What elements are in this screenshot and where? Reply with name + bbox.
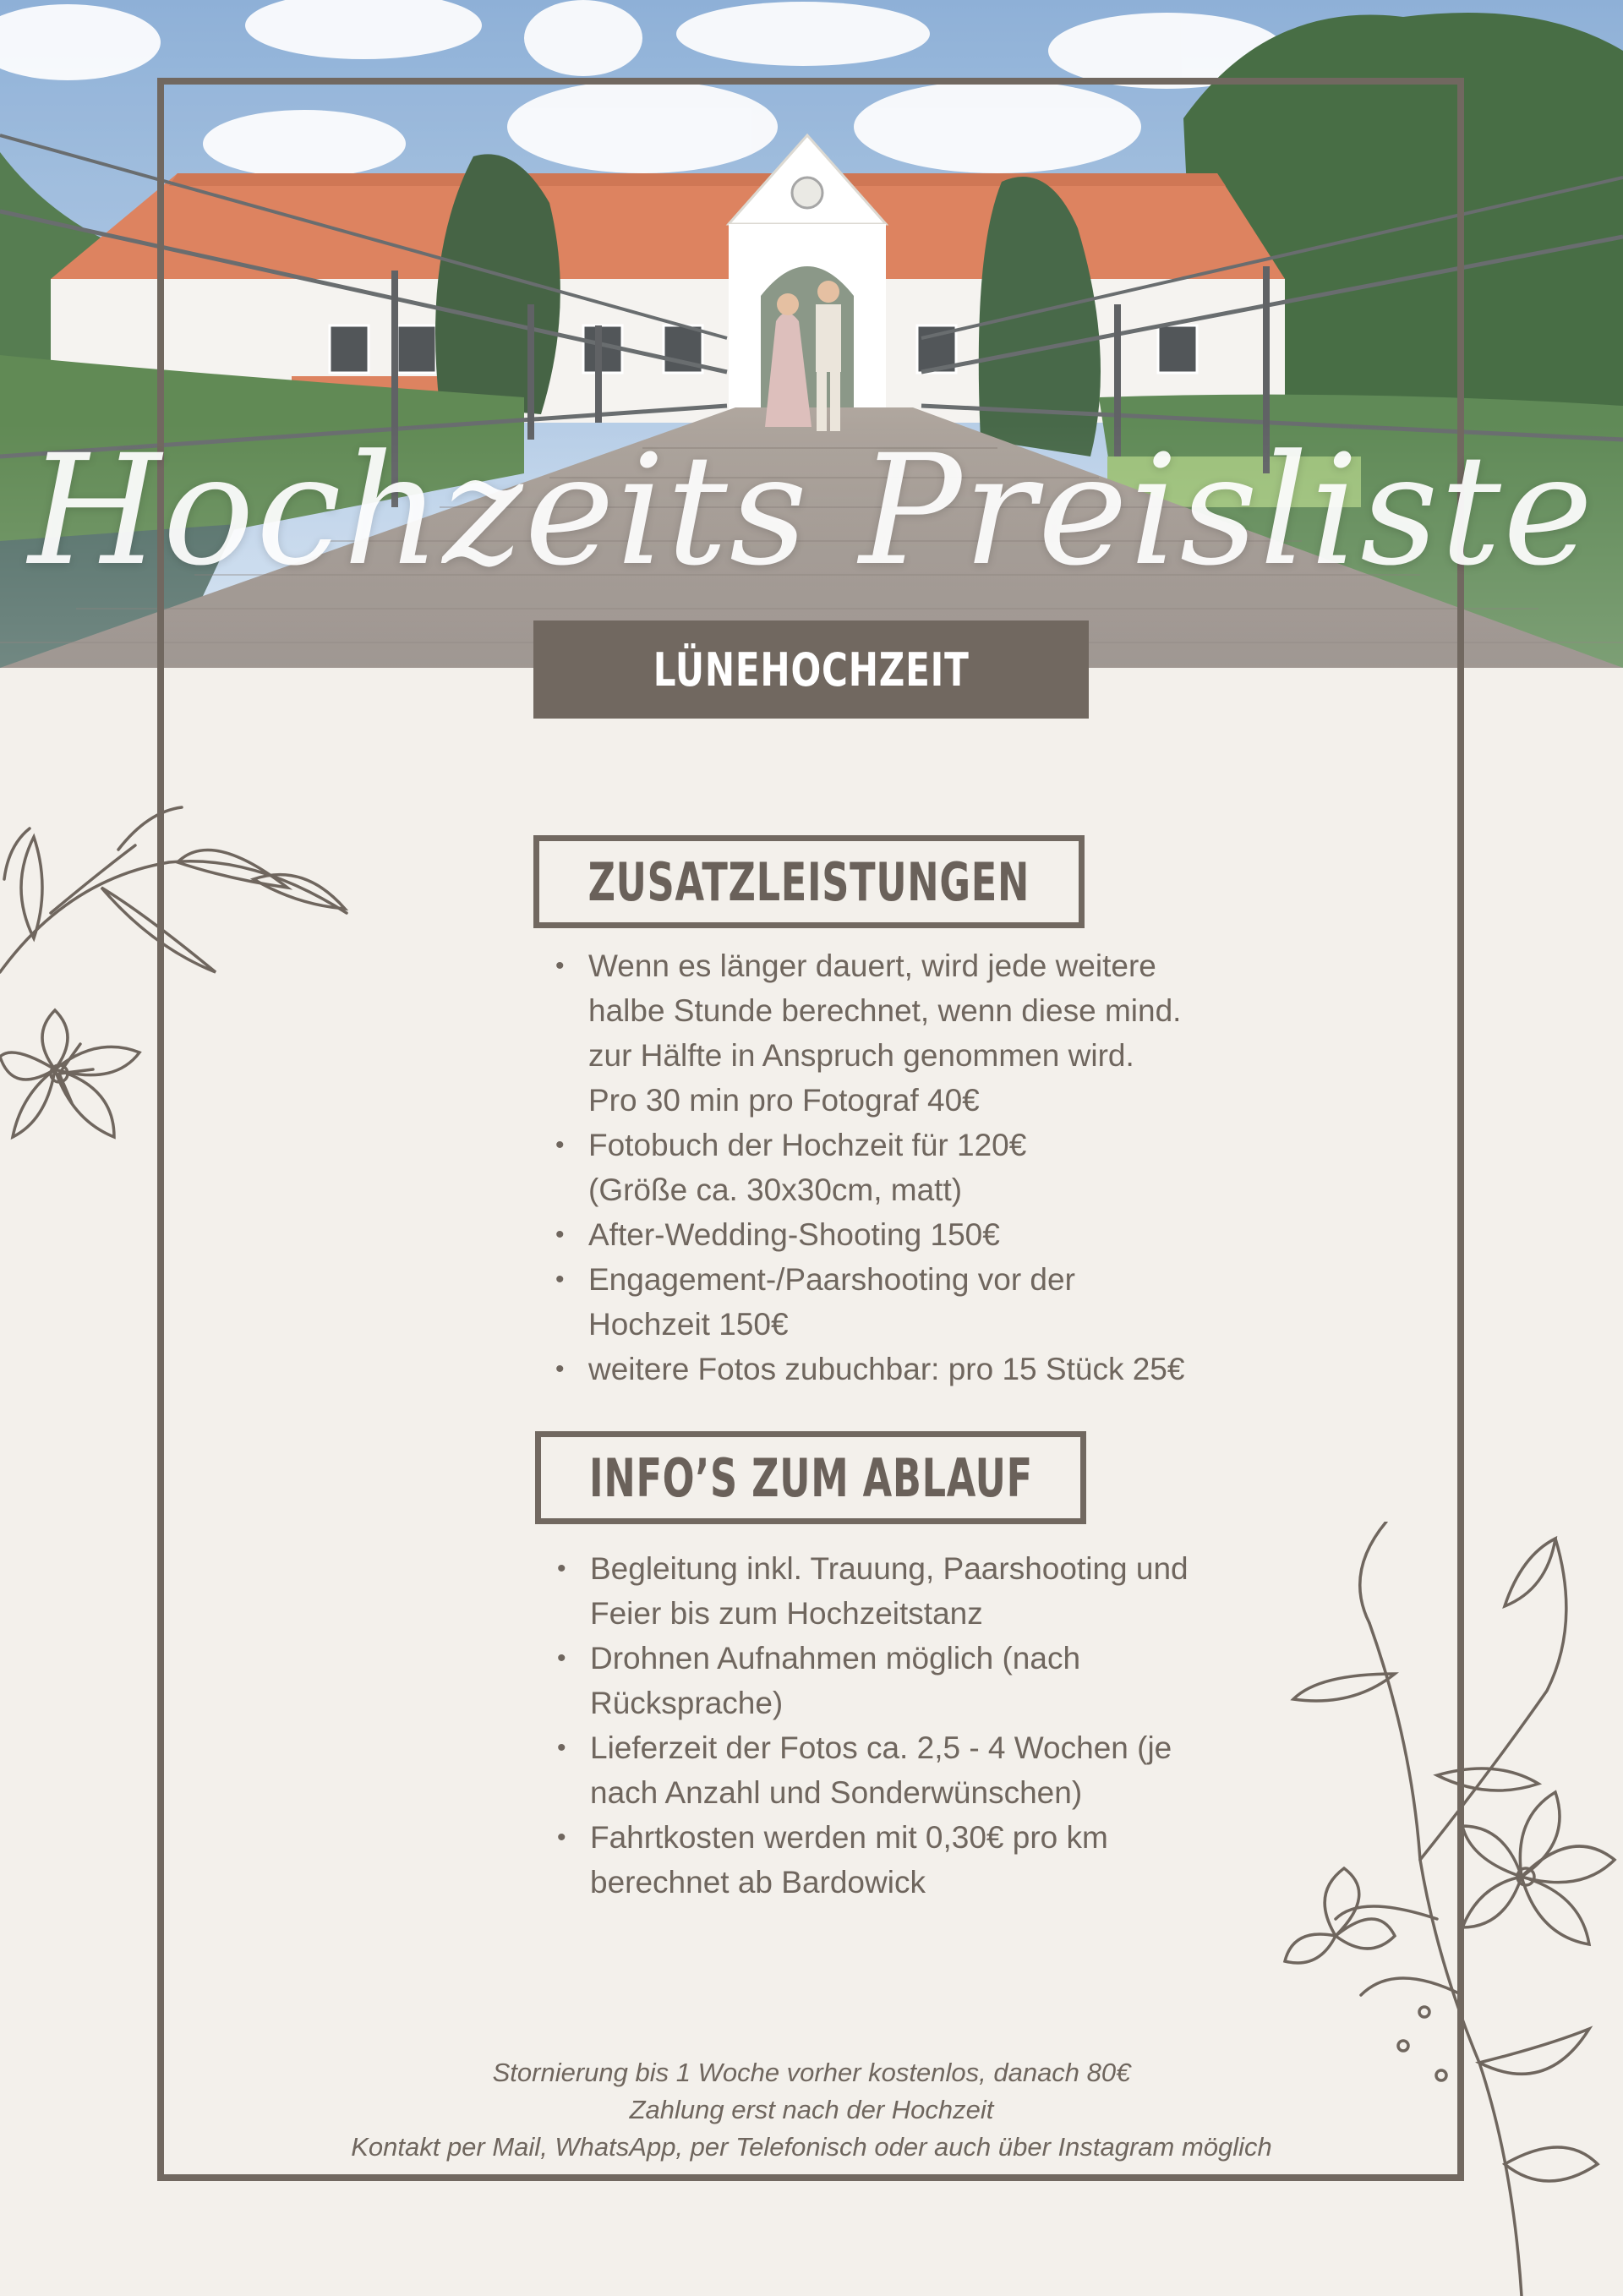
list-item [536, 1546, 1297, 1636]
section-heading-text: INFO’S ZUM ABLAUF [588, 1446, 1033, 1509]
list-item [536, 1636, 1297, 1725]
list-item [534, 943, 1295, 1123]
list-item-line: • Engagement-/Paarshooting vor der [588, 1262, 1075, 1297]
floral-ornament-right [1268, 1522, 1623, 2296]
list-item-line: • Fotobuch der Hochzeit für 120€ [588, 1128, 1027, 1162]
section-heading-infos-zum-ablauf [535, 1431, 1086, 1524]
section-heading-zusatzleistungen [533, 835, 1085, 928]
list-item-line: • After-Wedding-Shooting 150€ [588, 1217, 1000, 1252]
list-item-line: Hochzeit 150€ [588, 1307, 789, 1342]
list-item-line: halbe Stunde berechnet, wenn diese mind. [588, 993, 1182, 1028]
list-item-line: berechnet ab Bardowick [590, 1865, 926, 1900]
footer-line-cancellation: Stornierung bis 1 Woche vorher kostenlos, danach 80€ [492, 2058, 1131, 2087]
section-heading-text: ZUSATZLEISTUNGEN [587, 850, 1030, 913]
list-item [534, 1347, 1295, 1391]
list-item-line: • weitere Fotos zubuchbar: pro 15 Stück 25€ [588, 1352, 1185, 1386]
floral-ornament-left [0, 795, 355, 1184]
list-item [534, 1212, 1295, 1257]
footer-line-contact: Kontakt per Mail, WhatsApp, per Telefonisch oder auch über Instagram möglich [351, 2132, 1272, 2162]
list-item [534, 1123, 1295, 1212]
list-item-line: Rücksprache) [590, 1686, 784, 1720]
list-item [536, 1725, 1297, 1815]
footer-notes [0, 2054, 1623, 2166]
list-item-line: (Größe ca. 30x30cm, matt) [588, 1173, 963, 1207]
list-item-line: • Drohnen Aufnahmen möglich (nach [590, 1641, 1081, 1676]
ablauf-list [536, 1546, 1297, 1905]
list-item-line: Pro 30 min pro Fotograf 40€ [588, 1083, 980, 1118]
list-item [534, 1257, 1295, 1347]
subtitle-text: LÜNEHOCHZEIT [653, 642, 970, 697]
list-item-line: Feier bis zum Hochzeitstanz [590, 1596, 983, 1631]
list-item-line: • Fahrtkosten werden mit 0,30€ pro km [590, 1820, 1108, 1855]
list-item [536, 1815, 1297, 1905]
list-item-line: • Lieferzeit der Fotos ca. 2,5 - 4 Wochen (je [590, 1730, 1172, 1765]
script-title: Hochzeits Preisliste [28, 423, 1595, 599]
list-item-line: • Wenn es länger dauert, wird jede weitere [588, 948, 1156, 983]
footer-line-payment: Zahlung erst nach der Hochzeit [629, 2095, 994, 2124]
list-item-line: • Begleitung inkl. Trauung, Paarshooting und [590, 1551, 1189, 1586]
subtitle-banner [533, 620, 1089, 719]
list-item-line: nach Anzahl und Sonderwünschen) [590, 1775, 1083, 1810]
zusatzleistungen-list [534, 943, 1295, 1391]
list-item-line: zur Hälfte in Anspruch genommen wird. [588, 1038, 1134, 1073]
